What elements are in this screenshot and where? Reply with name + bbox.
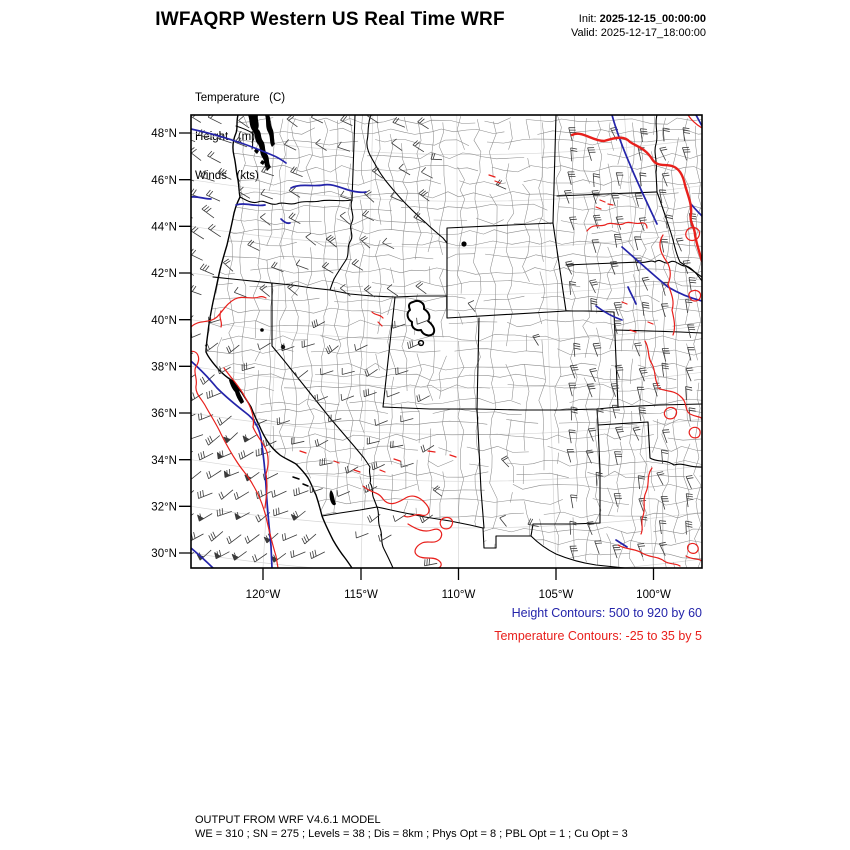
border-wa-or-columbia	[240, 197, 352, 204]
longitude-axis	[263, 568, 654, 580]
lon-tick-label: 100°W	[636, 589, 671, 601]
border-az-nm	[477, 409, 484, 528]
border-nm-tx	[531, 425, 600, 536]
lat-tick-label: 32°N	[151, 501, 177, 514]
height-contour-legend: Height Contours: 500 to 920 by 60	[511, 606, 702, 620]
init-value: 2025-12-15_00:00:00	[599, 13, 706, 25]
lat-tick-label: 36°N	[151, 408, 177, 421]
generated-path	[179, 133, 191, 553]
border-co-ne-ks	[566, 311, 702, 407]
lon-tick-label: 110°W	[441, 589, 476, 601]
valid-time: Valid: 2025-12-17_18:00:00	[571, 27, 706, 39]
latitude-axis	[179, 133, 191, 553]
channel-islands	[293, 477, 308, 486]
generated-path	[263, 568, 654, 580]
height-contour	[236, 204, 265, 205]
height-contour	[291, 185, 366, 193]
lat-tick-label: 44°N	[151, 221, 177, 234]
lon-tick-label: 120°W	[245, 589, 281, 601]
salton-sea	[330, 490, 336, 505]
temperature-contour	[618, 543, 702, 566]
lat-tick-label: 42°N	[151, 268, 177, 281]
init-label: Init:	[578, 13, 600, 25]
great-salt-lake	[408, 301, 435, 335]
lat-tick-label: 30°N	[151, 548, 177, 561]
pyramid-lake	[260, 328, 264, 332]
longitude-labels	[246, 589, 671, 601]
border-ca-nv	[272, 283, 377, 507]
yellowstone-lake	[461, 241, 466, 246]
lat-tick-label: 46°N	[151, 174, 177, 187]
legend-temperature: Temperature (C)	[195, 92, 286, 104]
height-contour	[596, 306, 622, 320]
legend-height: Height (m)	[195, 131, 256, 143]
page-title: IWFAQRP Western US Real Time WRF	[155, 9, 505, 30]
height-contour	[191, 197, 211, 199]
temperature-contour	[645, 341, 658, 386]
lon-tick-label: 105°W	[538, 589, 574, 601]
model-footer	[195, 813, 628, 841]
lat-tick-label: 48°N	[151, 128, 177, 141]
lon-tick-label: 115°W	[344, 589, 378, 601]
temperature-contour	[191, 297, 266, 327]
lat-tick-label: 38°N	[151, 361, 177, 374]
lat-tick-label: 40°N	[151, 314, 177, 327]
border-nv-ut	[383, 297, 395, 407]
height-contour	[616, 540, 627, 547]
footer-model-line: OUTPUT FROM WRF V4.6.1 MODEL	[195, 814, 381, 826]
footer-config-line: WE = 310 ; SN = 275 ; Levels = 38 ; Dis = 8km ; Phys Opt = 8 ; PBL Opt = 1 ; Cu Opt = 3	[195, 828, 628, 840]
latitude-labels	[151, 128, 177, 560]
temperature-contour	[300, 175, 500, 472]
utah-lake	[419, 341, 424, 346]
lat-tick-label: 34°N	[151, 454, 177, 467]
legend-winds: Winds (kts)	[195, 170, 259, 182]
border-az-mexico	[377, 507, 483, 528]
temperature-contour	[372, 312, 383, 326]
border-ca-mexico	[322, 507, 377, 516]
temperature-contour	[440, 517, 452, 528]
temperature-contour-legend: Temperature Contours: -25 to 35 by 5	[494, 629, 702, 643]
